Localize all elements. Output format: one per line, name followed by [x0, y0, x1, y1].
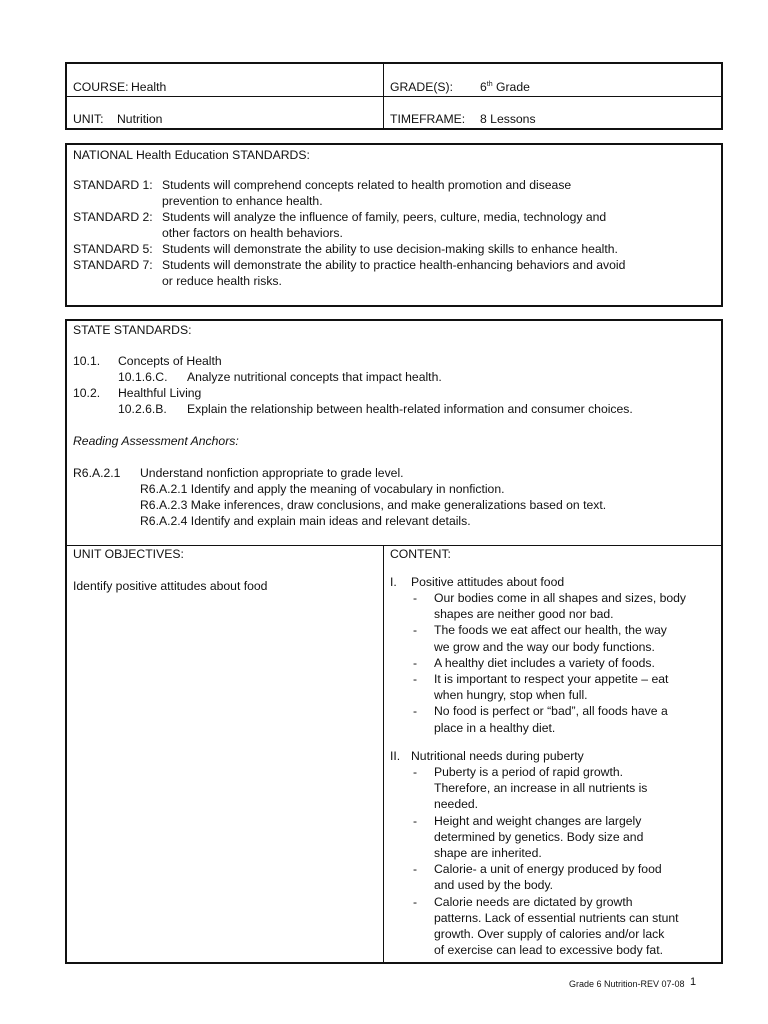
anchor-code: R6.A.2.1 [73, 466, 121, 480]
bullet-text: shape are inherited. [434, 846, 542, 860]
anchor-sub: R6.A.2.4 Identify and explain main ideas and relevant details. [140, 514, 471, 528]
bullet-dash: - [413, 623, 418, 638]
bullet-dash: - [413, 655, 418, 670]
standard-text: other factors on health behaviors. [162, 226, 343, 240]
anchor-sub: R6.A.2.3 Make inferences, draw conclusions, and make generalizations based on text. [140, 498, 607, 512]
bullet-text: It is important to respect your appetite – eat [434, 672, 669, 686]
bullet-text: patterns. Lack of essential nutrients can stunt [434, 910, 679, 925]
standard-text: or reduce health risks. [162, 274, 282, 288]
bullet-text: Height and weight changes are largely [434, 813, 642, 828]
header-row-divider [66, 96, 722, 97]
unit-label: UNIT: [73, 112, 104, 126]
bullet-dash: - [413, 672, 418, 686]
bullet-text: Puberty is a period of rapid growth. [434, 765, 624, 779]
state-standard-title: Healthful Living [118, 386, 202, 400]
bullet-text: determined by genetics. Body size and [434, 829, 644, 844]
state-sub-text: Analyze nutritional concepts that impact health. [187, 370, 442, 384]
bullet-dash: - [413, 591, 418, 605]
state-standard-title: Concepts of Health [118, 354, 222, 368]
grades-label: GRADE(S): [390, 80, 453, 94]
standard-text: Students will analyze the influence of family, peers, culture, media, technology and [162, 210, 607, 224]
bullet-dash: - [413, 704, 418, 719]
national-heading: NATIONAL Health Education STANDARDS: [73, 148, 310, 162]
page-number: 1 [690, 976, 697, 988]
anchor-text: Understand nonfiction appropriate to grade level. [140, 466, 404, 480]
state-sub-code: 10.1.6.C. [118, 370, 168, 384]
anchor-sub: R6.A.2.1 Identify and apply the meaning of vocabulary in nonfiction. [140, 482, 505, 496]
section-number: II. [390, 749, 401, 763]
bullet-text: Therefore, an increase in all nutrients is [434, 781, 648, 796]
state-sub-code: 10.2.6.B. [118, 402, 167, 416]
objectives-content-divider [383, 545, 384, 963]
state-standard-num: 10.1. [73, 354, 101, 368]
standard-label: STANDARD 5: [73, 242, 153, 256]
bullet-text: Our bodies come in all shapes and sizes, body [434, 591, 687, 605]
state-sub-text: Explain the relationship between health-related information and consumer choices. [187, 402, 633, 416]
section-number: I. [390, 575, 397, 589]
bullet-text: place in a healthy diet. [434, 720, 556, 735]
bullet-text: when hungry, stop when full. [434, 688, 588, 703]
timeframe-label: TIMEFRAME: [390, 112, 466, 126]
bullet-text: shapes are neither good nor bad. [434, 607, 614, 622]
bullet-text: and used by the body. [434, 878, 554, 893]
bullet-text: The foods we eat affect our health, the way [434, 623, 667, 638]
standard-text: Students will demonstrate the ability to use decision-making skills to enhance health. [162, 242, 618, 256]
course-label: COURSE: [73, 80, 129, 94]
content-heading: CONTENT: [390, 547, 451, 561]
bullet-text: Calorie- a unit of energy produced by food [434, 862, 662, 877]
grades-value: 6th Grade [480, 80, 530, 94]
bullet-text: No food is perfect or “bad”, all foods have a [434, 704, 668, 719]
objectives-heading: UNIT OBJECTIVES: [73, 547, 184, 561]
bullet-dash: - [413, 862, 418, 877]
bullet-text: A healthy diet includes a variety of foods. [434, 655, 655, 670]
course-value: Health [131, 80, 167, 94]
bullet-text: we grow and the way our body functions. [434, 639, 655, 654]
standard-text: prevention to enhance health. [162, 194, 323, 208]
standard-label: STANDARD 2: [73, 210, 153, 224]
timeframe-value: 8 Lessons [480, 112, 536, 126]
bullet-text: of exercise can lead to excessive body fat. [434, 943, 663, 958]
standard-text: Students will comprehend concepts related to health promotion and disease [162, 178, 572, 192]
footer-text: Grade 6 Nutrition-REV 07-08 [569, 979, 685, 989]
bullet-text: growth. Over supply of calories and/or lack [434, 927, 665, 941]
reading-heading: Reading Assessment Anchors: [73, 434, 239, 448]
standard-text: Students will demonstrate the ability to practice health-enhancing behaviors and avoid [162, 258, 626, 272]
bullet-dash: - [413, 813, 418, 828]
objective-item: Identify positive attitudes about food [73, 579, 268, 593]
unit-value: Nutrition [117, 112, 163, 126]
section-title: Nutritional needs during puberty [411, 749, 584, 763]
standard-label: STANDARD 7: [73, 258, 153, 272]
bullet-dash: - [413, 765, 418, 779]
bullet-dash: - [413, 894, 418, 909]
state-standard-num: 10.2. [73, 386, 101, 400]
bullet-text: Calorie needs are dictated by growth [434, 894, 633, 909]
section-title: Positive attitudes about food [411, 575, 565, 589]
standard-label: STANDARD 1: [73, 178, 153, 192]
bullet-text: needed. [434, 797, 479, 812]
state-heading: STATE STANDARDS: [73, 323, 192, 337]
